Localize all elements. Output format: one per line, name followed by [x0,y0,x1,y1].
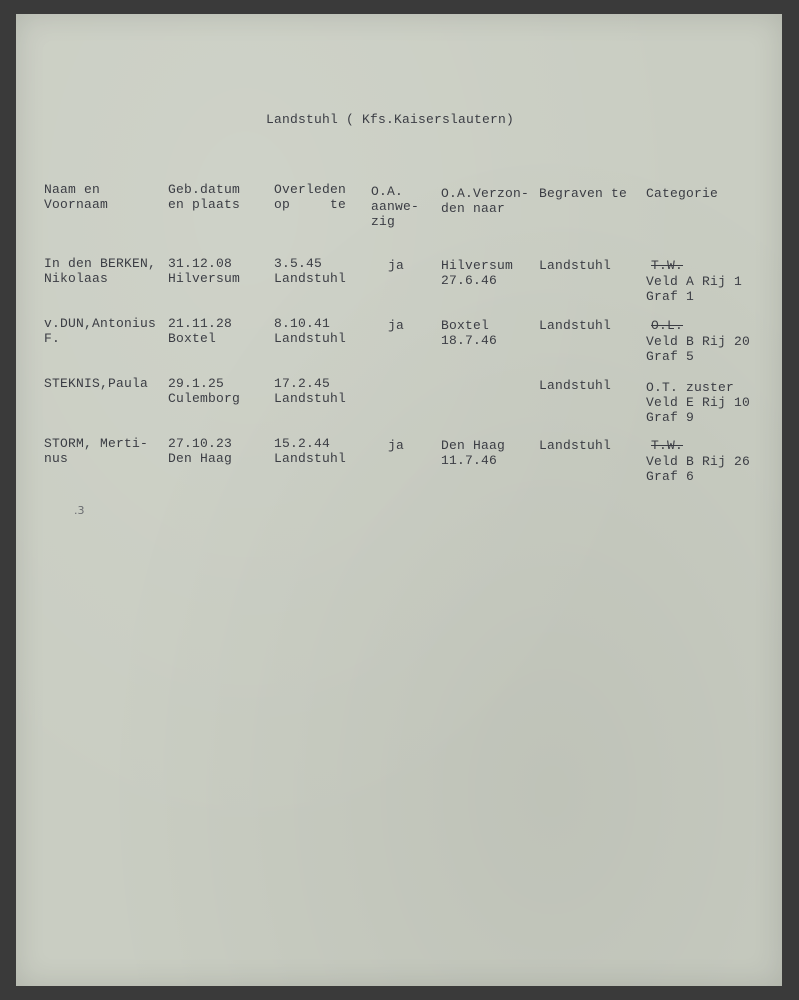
row2-birth: 21.11.28 Boxtel [168,316,233,346]
row4-buried: Landstuhl [539,438,612,453]
row2-category-struck: O.L. [651,318,684,333]
row2-buried: Landstuhl [539,318,612,333]
row1-shipped: Hilversum 27.6.46 [441,258,514,288]
row1-buried: Landstuhl [539,258,612,273]
row4-death: 15.2.44 Landstuhl [274,436,347,466]
document-page [16,14,782,986]
header-death: Overleden op te [274,182,347,212]
row2-present: ja [388,318,405,333]
row3-name: STEKNIS,Paula [44,376,149,391]
row4-present: ja [388,438,405,453]
row1-category: Veld A Rij 1 Graf 1 [646,274,743,304]
header-buried: Begraven te [539,186,628,201]
row4-birth: 27.10.23 Den Haag [168,436,233,466]
row3-birth: 29.1.25 Culemborg [168,376,241,406]
row3-category: O.T. zuster Veld E Rij 10 Graf 9 [646,380,751,425]
row1-birth: 31.12.08 Hilversum [168,256,241,286]
row1-death: 3.5.45 Landstuhl [274,256,347,286]
header-birth: Geb.datum en plaats [168,182,241,212]
row1-present: ja [388,258,405,273]
row4-name: STORM, Merti- nus [44,436,149,466]
row3-buried: Landstuhl [539,378,612,393]
row2-shipped: Boxtel 18.7.46 [441,318,498,348]
header-present: O.A. aanwe- zig [371,184,420,229]
header-name: Naam en Voornaam [44,182,109,212]
row4-category: Veld B Rij 26 Graf 6 [646,454,751,484]
row2-category: Veld B Rij 20 Graf 5 [646,334,751,364]
document-title: Landstuhl ( Kfs.Kaiserslautern) [266,112,515,127]
row3-death: 17.2.45 Landstuhl [274,376,347,406]
row4-shipped: Den Haag 11.7.46 [441,438,506,468]
row2-death: 8.10.41 Landstuhl [274,316,347,346]
row1-name: In den BERKEN, Nikolaas [44,256,157,286]
row4-category-struck: T.W. [651,438,684,453]
header-category: Categorie [646,186,719,201]
pencil-mark: .3 [74,504,85,517]
row1-category-struck: T.W. [651,258,684,273]
row2-name: v.DUN,Antonius F. [44,316,157,346]
header-shipped: O.A.Verzon- den naar [441,186,530,216]
